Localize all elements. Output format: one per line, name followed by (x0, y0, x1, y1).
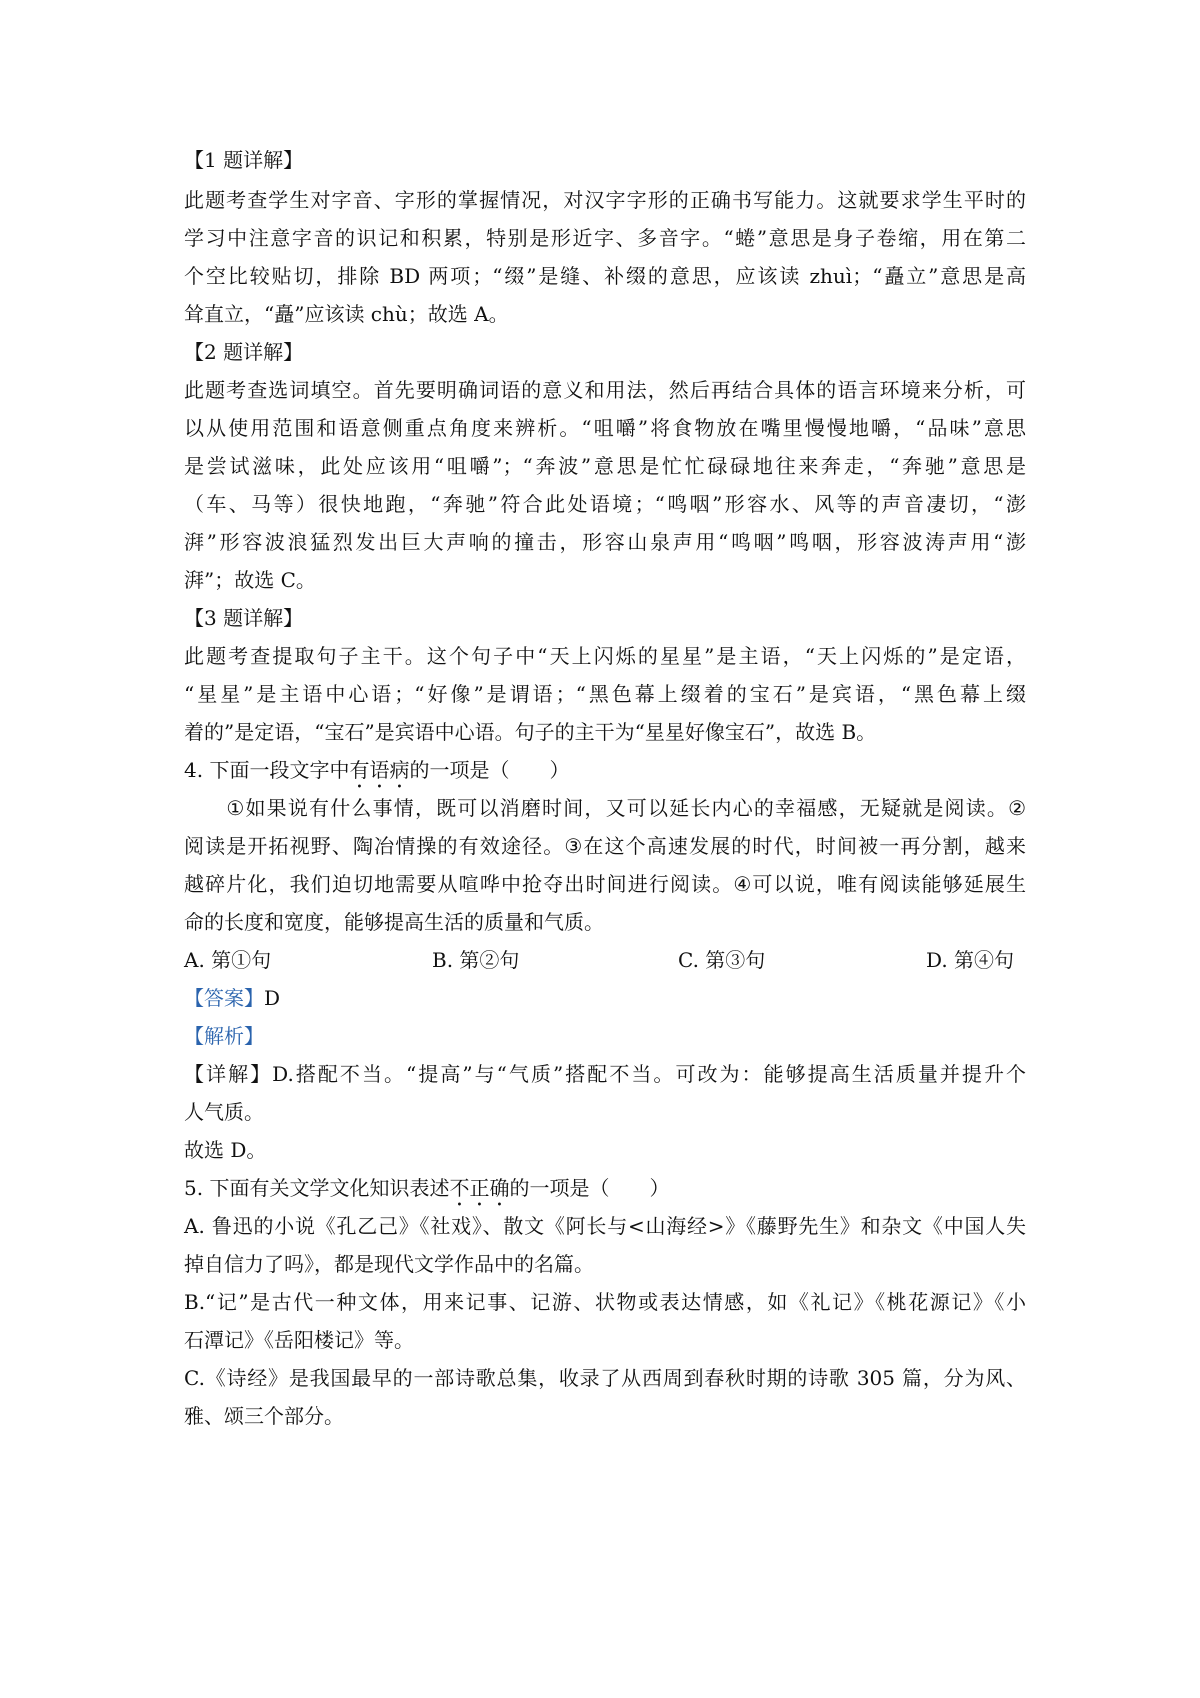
section-heading-1: 【1 题详解】 (184, 148, 304, 172)
section-2-line: 是尝试滋味，此处应该用“咀嚼”；“奔波”意思是忙忙碌碌地往来奔走，“奔驰”意思是 (184, 454, 1026, 478)
answer-value: D (264, 986, 281, 1010)
detail-line: 人气质。 (184, 1100, 264, 1124)
section-1-line: 此题考查学生对字音、字形的掌握情况，对汉字字形的正确书写能力。这就要求学生平时的 (184, 188, 1026, 212)
section-heading-3: 【3 题详解】 (184, 606, 304, 630)
answer-tag: 【答案】 (184, 986, 264, 1010)
section-1-line: 学习中注意字音的识记和积累，特别是形近字、多音字。“蜷”意思是身子卷缩，用在第二 (184, 226, 1026, 250)
option-d: D. 第④句 (926, 948, 1015, 972)
section-1-line: 个空比较贴切，排除 BD 两项；“缀”是缝、补缀的意思，应该读 zhuì；“矗立”意思是高 (184, 264, 1026, 288)
conclusion: 故选 D。 (184, 1138, 267, 1162)
question-4-stem (184, 756, 569, 793)
question-4-passage-line: 阅读是开拓视野、陶冶情操的有效途径。③在这个高速发展的时代，时间被一再分割，越来 (184, 834, 1026, 858)
question-5-line: 雅、颂三个部分。 (184, 1404, 344, 1428)
question-4-passage-line: 命的长度和宽度，能够提高生活的质量和气质。 (184, 910, 604, 934)
section-2-line: 此题考查选词填空。首先要明确词语的意义和用法，然后再结合具体的语言环境来分析，可 (184, 378, 1026, 402)
detail-line: 【详解】D.搭配不当。“提高”与“气质”搭配不当。可改为：能够提高生活质量并提升个 (184, 1062, 1026, 1086)
answer-line (184, 984, 280, 1012)
question-5-line: 掉自信力了吗》，都是现代文学作品中的名篇。 (184, 1252, 594, 1276)
emphasis-dots-text: 有语病 (349, 758, 410, 782)
stem-text: 5. 下面有关文学文化知识表述 (184, 1176, 450, 1200)
stem-text: 的一项是（ ） (509, 1176, 670, 1200)
question-5-line: A. 鲁迅的小说《孔乙己》《社戏》、散文《阿长与<山海经>》《藤野先生》和杂文《中国人失 (184, 1214, 1026, 1238)
emphasis-dots-text: 不正确 (449, 1176, 510, 1200)
section-3-line: “星星”是主语中心语；“好像”是谓语；“黑色幕上缀着的宝石”是宾语，“黑色幕上缀 (184, 682, 1026, 706)
question-5-line: C.《诗经》是我国最早的一部诗歌总集，收录了从西周到春秋时期的诗歌 305 篇，分为风、 (184, 1366, 1026, 1390)
section-2-line: 以从使用范围和语意侧重点角度来辨析。“咀嚼”将食物放在嘴里慢慢地嚼，“品味”意思 (184, 416, 1026, 440)
question-4-passage-line: ①如果说有什么事情，既可以消磨时间，又可以延长内心的幸福感，无疑就是阅读。② (184, 796, 1026, 820)
section-3-line: 着的”是定语，“宝石”是宾语中心语。句子的主干为“星星好像宝石”，故选 B。 (184, 720, 877, 744)
section-2-line: （车、马等）很快地跑，“奔驰”符合此处语境；“鸣咽”形容水、风等的声音凄切，“澎 (184, 492, 1026, 516)
question-5-stem (184, 1174, 669, 1211)
option-c: C. 第③句 (678, 948, 766, 972)
section-heading-2: 【2 题详解】 (184, 340, 304, 364)
section-3-line: 此题考查提取句子主干。这个句子中“天上闪烁的星星”是主语，“天上闪烁的”是定语， (184, 644, 1026, 668)
question-5-line: B.“记”是古代一种文体，用来记事、记游、状物或表达情感，如《礼记》《桃花源记》《小 (184, 1290, 1026, 1314)
question-4-passage-line: 越碎片化，我们迫切地需要从喧哗中抢夺出时间进行阅读。④可以说，唯有阅读能够延展生 (184, 872, 1026, 896)
section-1-line: 耸直立，“矗”应该读 chù；故选 A。 (184, 302, 509, 326)
option-a: A. 第①句 (184, 948, 272, 972)
section-2-line: 湃”；故选 C。 (184, 568, 316, 592)
section-2-line: 湃”形容波浪猛烈发出巨大声响的撞击，形容山泉声用“鸣咽”鸣咽，形容波涛声用“澎 (184, 530, 1026, 554)
analysis-tag: 【解析】 (184, 1024, 264, 1048)
question-5-line: 石潭记》《岳阳楼记》等。 (184, 1328, 414, 1352)
stem-text: 的一项是（ ） (409, 758, 570, 782)
option-b: B. 第②句 (432, 948, 520, 972)
stem-text: 4. 下面一段文字中 (184, 758, 350, 782)
